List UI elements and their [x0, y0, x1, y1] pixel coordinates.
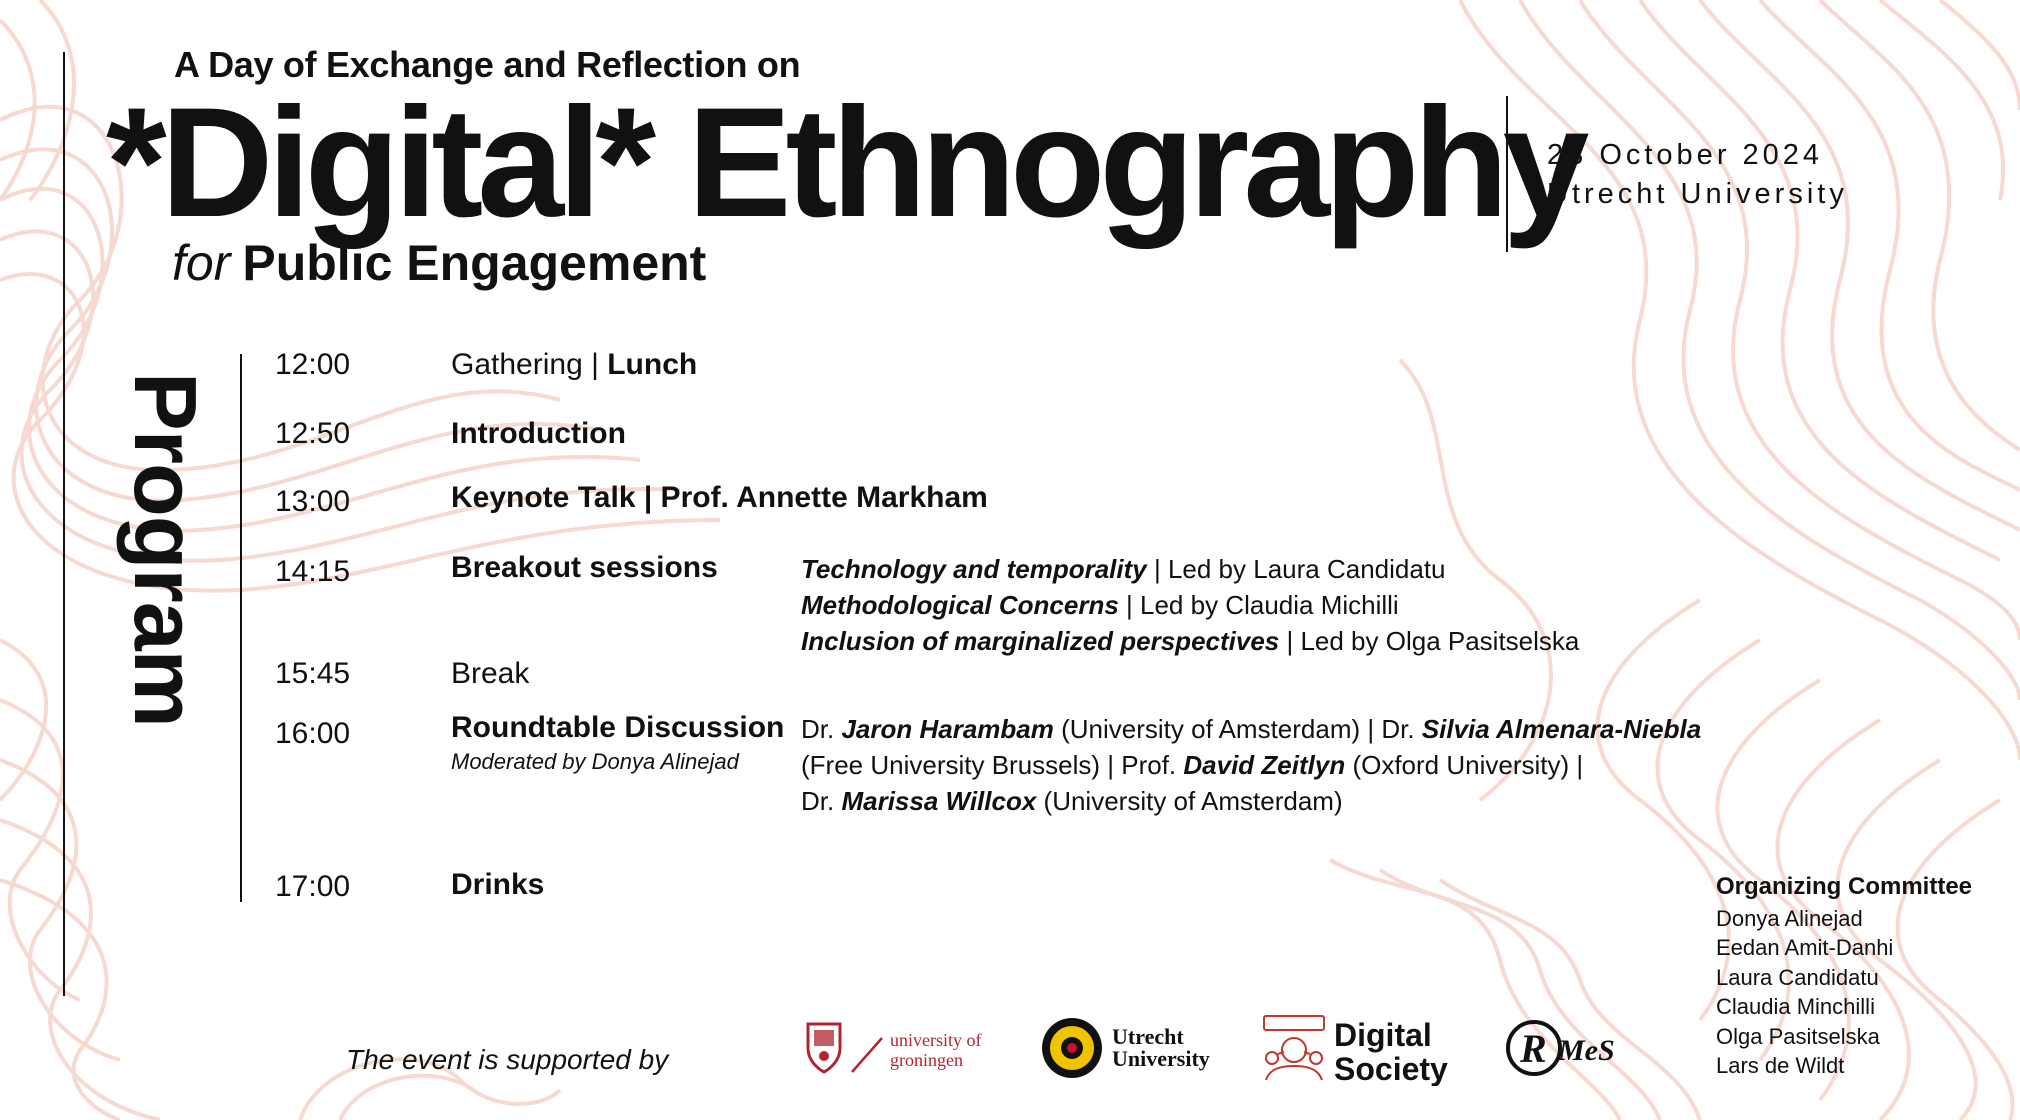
uu-line1: Utrecht — [1112, 1024, 1184, 1049]
event-keynote-bold: Keynote Talk | Prof. Annette Markham — [451, 481, 988, 514]
panel-line-3: Dr. Marissa Willcox (University of Amsterdam) — [801, 786, 1343, 816]
pretitle: A Day of Exchange and Reflection on — [174, 44, 801, 85]
breakout-sessions — [801, 551, 1579, 659]
roundtable-moderator: Moderated by Donya Alinejad — [451, 749, 739, 774]
committee-member: Olga Pasitselska — [1716, 1023, 1880, 1049]
left-vertical-rule — [63, 52, 65, 996]
rmes-rest: MeS — [1558, 1034, 1615, 1067]
utrecht-sun-icon — [1042, 1018, 1102, 1078]
event-drinks-bold: Drinks — [451, 868, 545, 901]
event-roundtable — [451, 711, 784, 745]
panel-line-1: Dr. Jaron Harambam (University of Amsterdam) | Dr. Silvia Almenara-Niebla — [801, 714, 1702, 744]
rmes-r: R — [1520, 1026, 1547, 1071]
rmes-logo — [1504, 1014, 1628, 1082]
event-drinks — [451, 868, 544, 902]
event-gathering-bold: Lunch — [607, 348, 698, 381]
uu-line2: University — [1112, 1046, 1210, 1071]
committee-member: Lars de Wildt — [1716, 1053, 1845, 1078]
event-date: 28 October 2024 — [1547, 139, 1824, 171]
time-1415: 14:15 — [275, 555, 351, 588]
rug-line2: groningen — [890, 1050, 963, 1070]
panel-line-2: (Free University Brussels) | Prof. David Zeitlyn (Oxford University) | — [801, 750, 1584, 780]
event-info — [1547, 136, 1848, 214]
ds-line1: Digital — [1334, 1017, 1432, 1053]
committee-member: Claudia Minchilli — [1716, 994, 1875, 1019]
subtitle-main: Public Engagement — [242, 235, 707, 291]
committee-member: Laura Candidatu — [1716, 964, 1879, 990]
time-1200: 12:00 — [275, 348, 351, 381]
rug-line1: university of — [890, 1030, 982, 1050]
event-location: Utrecht University — [1547, 178, 1848, 210]
event-keynote — [451, 481, 988, 515]
ds-line2: Society — [1334, 1051, 1448, 1086]
breakout-session-2: Methodological Concerns | Led by Claudia Michilli — [801, 590, 1399, 620]
committee-heading: Organizing Committee — [1716, 873, 1973, 900]
rug-crest-icon — [808, 1024, 840, 1072]
time-1545: 15:45 — [275, 657, 351, 690]
committee-member: Donya Alinejad — [1716, 905, 1863, 931]
university-of-groningen-logo — [804, 1018, 1000, 1078]
digital-society-network-icon — [1264, 1016, 1324, 1080]
event-gathering — [451, 348, 697, 382]
event-gathering-plain: Gathering | — [451, 348, 608, 381]
event-introduction-bold: Introduction — [451, 417, 626, 450]
rug-slash — [852, 1038, 882, 1072]
digital-society-logo — [1260, 1010, 1470, 1086]
event-introduction — [451, 417, 626, 451]
utrecht-university-logo — [1040, 1014, 1224, 1082]
subtitle — [172, 234, 706, 292]
program-vertical-rule — [240, 354, 242, 902]
program-heading: Program — [116, 371, 215, 727]
time-1300: 13:00 — [275, 485, 351, 518]
subtitle-for: for — [172, 235, 231, 291]
time-1250: 12:50 — [275, 417, 351, 450]
event-breakout — [451, 551, 718, 585]
event-breakout-bold: Breakout sessions — [451, 551, 718, 584]
roundtable-panel — [801, 711, 1701, 819]
time-1600: 16:00 — [275, 717, 351, 750]
breakout-session-3: Inclusion of marginalized perspectives | Led by Olga Pasitselska — [801, 626, 1580, 656]
event-break: Break — [451, 657, 530, 690]
time-1700: 17:00 — [275, 870, 351, 903]
page-title: *Digital* Ethnography — [106, 76, 1584, 250]
event-roundtable-bold: Roundtable Discussion — [451, 711, 785, 744]
supported-by-label: The event is supported by — [346, 1044, 669, 1075]
organizing-committee — [1716, 872, 1972, 1081]
committee-member: Eedan Amit-Danhi — [1716, 935, 1894, 960]
breakout-session-1: Technology and temporality | Led by Laura Candidatu — [801, 554, 1446, 584]
